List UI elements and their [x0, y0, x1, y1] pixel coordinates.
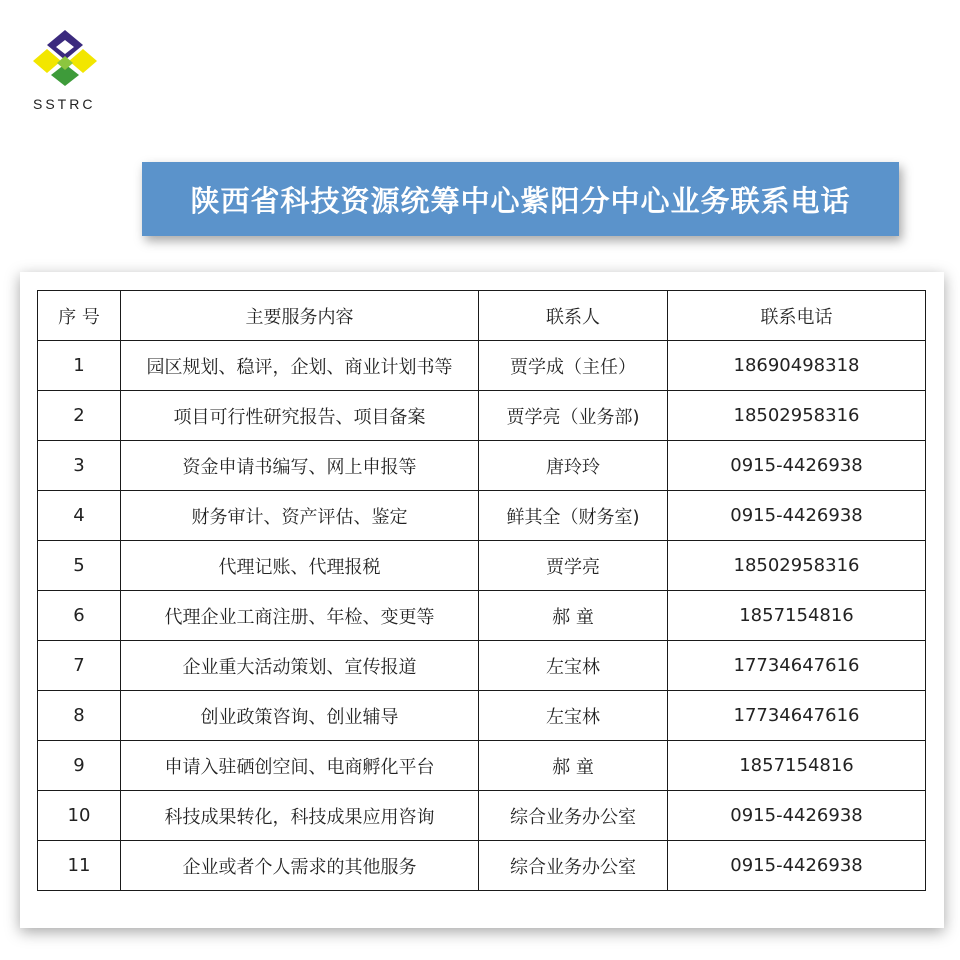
row-phone: 0915-4426938 — [668, 441, 926, 491]
row-service: 园区规划、稳评，企划、商业计划书等 — [121, 341, 479, 391]
row-service: 代理企业工商注册、年检、变更等 — [121, 591, 479, 641]
row-no: 11 — [38, 841, 121, 891]
row-service: 企业重大活动策划、宣传报道 — [121, 641, 479, 691]
row-no: 9 — [38, 741, 121, 791]
row-contact: 郝 童 — [479, 741, 668, 791]
row-no: 4 — [38, 491, 121, 541]
logo-text: SSTRC — [33, 96, 96, 112]
row-phone: 0915-4426938 — [668, 491, 926, 541]
page-title: 陕西省科技资源统筹中心紫阳分中心业务联系电话 — [190, 183, 851, 218]
row-service: 科技成果转化，科技成果应用咨询 — [121, 791, 479, 841]
row-phone: 18502958316 — [668, 541, 926, 591]
row-contact: 左宝林 — [479, 691, 668, 741]
row-phone: 17734647616 — [668, 691, 926, 741]
row-service: 企业或者个人需求的其他服务 — [121, 841, 479, 891]
header-service: 主要服务内容 — [121, 291, 479, 341]
row-service: 财务审计、资产评估、鉴定 — [121, 491, 479, 541]
table-row — [38, 841, 926, 891]
row-no: 10 — [38, 791, 121, 841]
table-row — [38, 641, 926, 691]
row-no: 3 — [38, 441, 121, 491]
table-row — [38, 391, 926, 441]
sstrc-logo-mark — [32, 28, 98, 90]
logo — [30, 28, 102, 112]
row-phone: 0915-4426938 — [668, 791, 926, 841]
row-contact: 郝 童 — [479, 591, 668, 641]
table-row — [38, 441, 926, 491]
table-row — [38, 791, 926, 841]
row-contact: 贾学亮 — [479, 541, 668, 591]
table-row — [38, 341, 926, 391]
row-no: 8 — [38, 691, 121, 741]
row-contact: 贾学成（主任） — [479, 341, 668, 391]
row-no: 2 — [38, 391, 121, 441]
contacts-table — [37, 290, 926, 891]
row-contact: 左宝林 — [479, 641, 668, 691]
header-row — [38, 291, 926, 341]
row-phone: 1857154816 — [668, 741, 926, 791]
row-service: 创业政策咨询、创业辅导 — [121, 691, 479, 741]
table-row — [38, 741, 926, 791]
row-service: 项目可行性研究报告、项目备案 — [121, 391, 479, 441]
table-panel — [20, 272, 944, 928]
row-contact: 贾学亮（业务部) — [479, 391, 668, 441]
row-no: 7 — [38, 641, 121, 691]
row-service: 代理记账、代理报税 — [121, 541, 479, 591]
row-contact: 综合业务办公室 — [479, 791, 668, 841]
title-banner — [142, 162, 899, 236]
row-no: 6 — [38, 591, 121, 641]
header-contact: 联系人 — [479, 291, 668, 341]
row-service: 资金申请书编写、网上申报等 — [121, 441, 479, 491]
row-no: 1 — [38, 341, 121, 391]
row-contact: 鲜其全（财务室) — [479, 491, 668, 541]
row-phone: 1857154816 — [668, 591, 926, 641]
row-contact: 综合业务办公室 — [479, 841, 668, 891]
row-phone: 0915-4426938 — [668, 841, 926, 891]
row-phone: 18690498318 — [668, 341, 926, 391]
row-contact: 唐玲玲 — [479, 441, 668, 491]
row-no: 5 — [38, 541, 121, 591]
row-service: 申请入驻硒创空间、电商孵化平台 — [121, 741, 479, 791]
table-row — [38, 541, 926, 591]
table-row — [38, 591, 926, 641]
table-row — [38, 491, 926, 541]
row-phone: 17734647616 — [668, 641, 926, 691]
header-no: 序 号 — [38, 291, 121, 341]
row-phone: 18502958316 — [668, 391, 926, 441]
table-row — [38, 691, 926, 741]
header-phone: 联系电话 — [668, 291, 926, 341]
